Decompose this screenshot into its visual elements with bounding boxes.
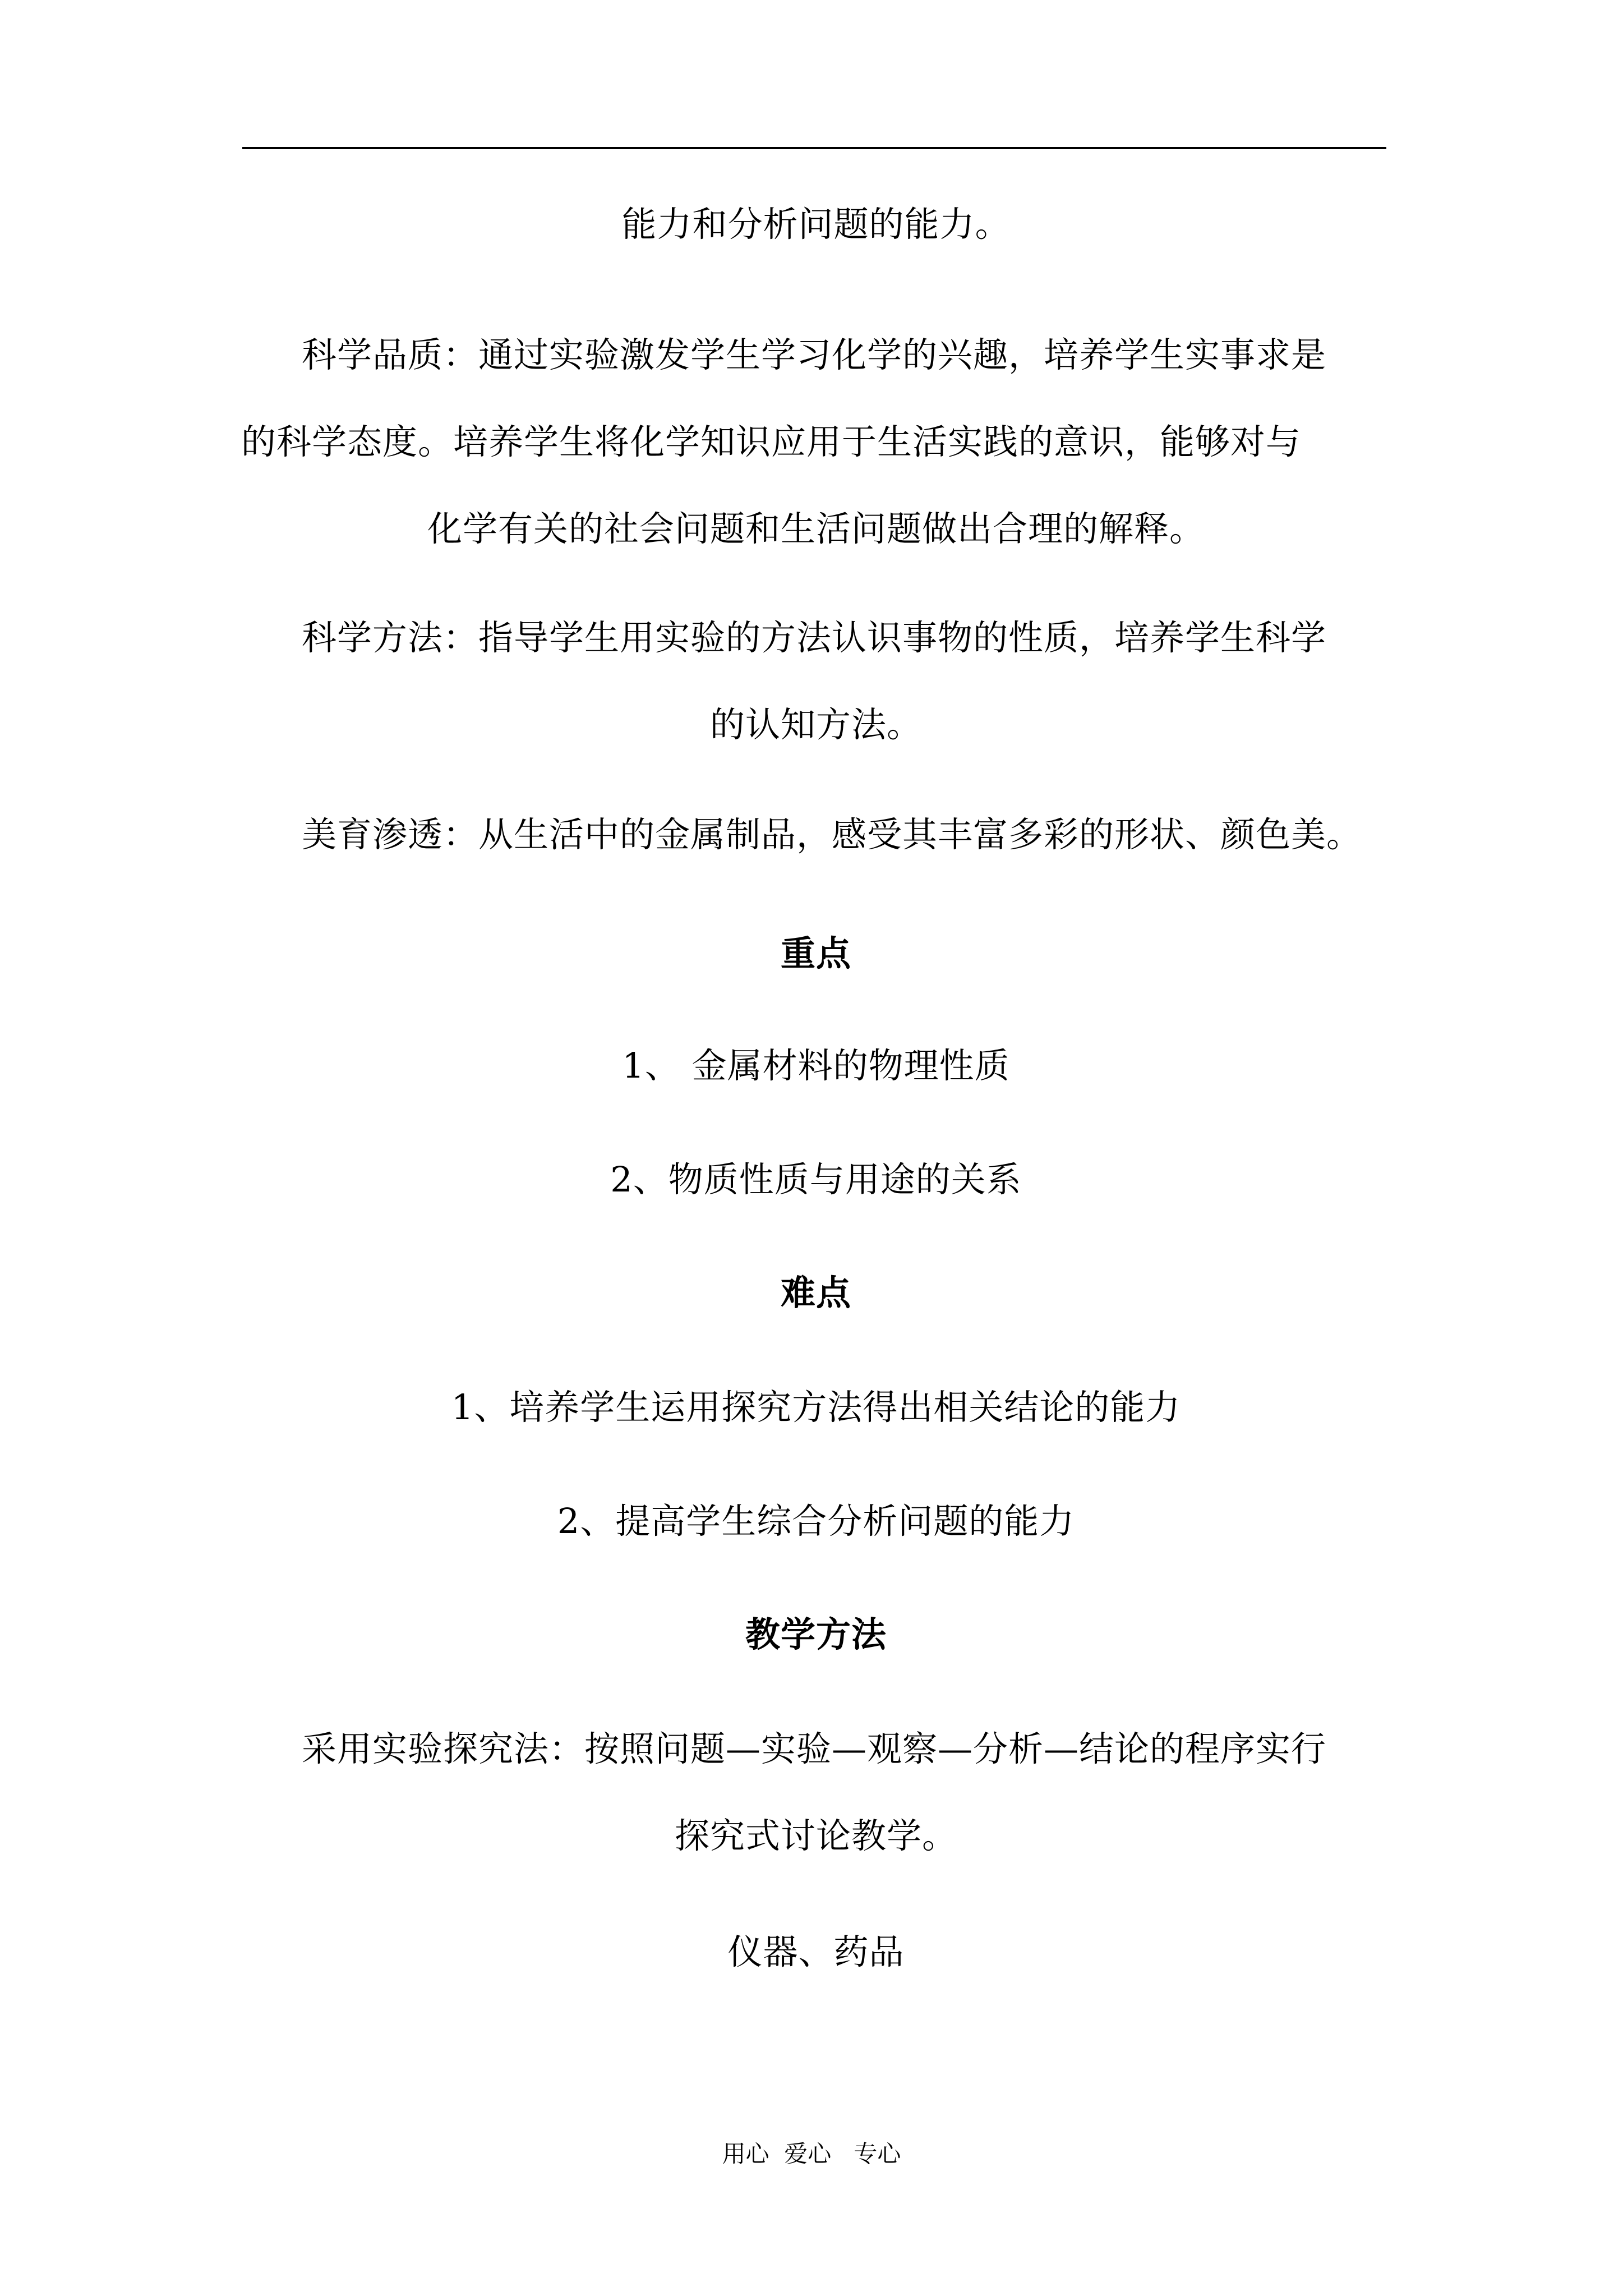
- paragraph-line: 的认知方法。: [709, 704, 922, 745]
- list-item: 1、 金属材料的物理性质: [622, 1045, 1010, 1086]
- paragraph-line: 探究式讨论教学。: [674, 1815, 957, 1856]
- paragraph-line: 科学品质：通过实验激发学生学习化学的兴趣，培养学生实事求是: [302, 334, 1327, 375]
- list-item: 2、物质性质与用途的关系: [610, 1159, 1022, 1200]
- section-heading-key-points: 重点: [780, 933, 851, 974]
- paragraph-line: 仪器、药品: [727, 1931, 905, 1972]
- list-item: 2、提高学生综合分析问题的能力: [557, 1501, 1075, 1542]
- section-heading-teaching-method: 教学方法: [745, 1614, 887, 1655]
- paragraph-line: 化学有关的社会问题和生活问题做出合理的解释。: [427, 508, 1205, 549]
- paragraph-line: 的科学态度。培养学生将化学知识应用于生活实践的意识，能够对与: [241, 421, 1302, 462]
- page-footer: 用心 爱心 专心: [722, 2140, 901, 2168]
- header-rule: [242, 147, 1386, 149]
- paragraph-line: 采用实验探究法：按照问题—实验—观察—分析—结论的程序实行: [302, 1728, 1327, 1769]
- paragraph-line: 美育渗透：从生活中的金属制品，感受其丰富多彩的形状、颜色美。: [302, 814, 1362, 855]
- section-heading-difficulties: 难点: [780, 1272, 851, 1313]
- list-item: 1、培养学生运用探究方法得出相关结论的能力: [451, 1387, 1181, 1428]
- paragraph-line: 科学方法：指导学生用实验的方法认识事物的性质，培养学生科学: [302, 617, 1327, 658]
- paragraph-line: 能力和分析问题的能力。: [621, 204, 1011, 245]
